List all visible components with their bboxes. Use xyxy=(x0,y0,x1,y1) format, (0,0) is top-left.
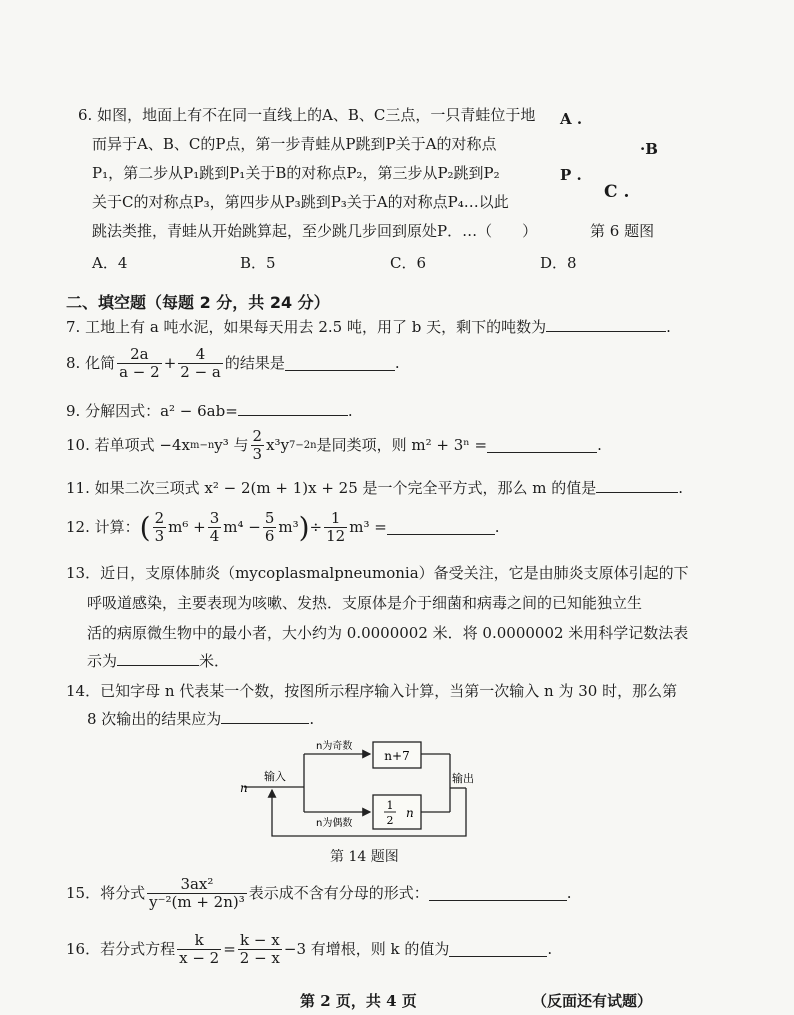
q12-f1-num: 2 xyxy=(154,509,165,527)
q8-answer-blank[interactable] xyxy=(285,356,395,371)
q6-option-b: B．5 xyxy=(240,254,276,272)
q14-flowchart xyxy=(230,732,500,850)
q16-suffix: −3 有增根，则 k 的值为 xyxy=(283,940,450,959)
q15-answer-blank[interactable] xyxy=(429,886,567,901)
q12-f2-num: 3 xyxy=(209,509,220,527)
q11-text: 11. 如果二次三项式 x² − 2(m + 1)x + 25 是一个完全平方式，那么 m 的值是 xyxy=(66,479,597,497)
q10-exp-1: m−n xyxy=(189,439,215,451)
q12-term-1: m⁶ + xyxy=(168,518,206,537)
q9-end: . xyxy=(347,402,353,420)
q14-line-1: 14．已知字母 n 代表某一个数，按图所示程序输入计算，当第一次输入 n 为 30 时，那么第 xyxy=(66,682,678,700)
q12-term-3: m³ xyxy=(278,518,299,537)
q11 xyxy=(66,481,683,496)
q14-figure-caption: 第 14 题图 xyxy=(330,849,399,865)
section-title: 二、填空题（每题 2 分，共 24 分） xyxy=(66,293,330,312)
q9 xyxy=(66,404,353,419)
q6-point-a: A . xyxy=(560,110,583,128)
q6-line-5: 跳法类推，青蛙从开始跳算起，至少跳几步回到原处P．…（ ） xyxy=(92,222,538,240)
q13-line-4 xyxy=(87,654,229,669)
q15-fraction xyxy=(147,876,247,912)
q12-term-4: m³ = xyxy=(349,518,387,537)
q11-end: . xyxy=(678,479,684,497)
q16-fraction-1 xyxy=(177,932,221,968)
q6-line-1: 6. 如图，地面上有不在同一直线上的A、B、C三点，一只青蛙位于地 xyxy=(78,106,536,124)
q16-f1-den: x − 2 xyxy=(179,949,220,968)
q12-f4-num: 1 xyxy=(324,510,347,528)
q14-line-2-text: 8 次输出的结果应为 xyxy=(87,710,222,728)
q6-point-b: ·B xyxy=(640,140,658,158)
q15-prefix: 15．将分式 xyxy=(66,884,146,903)
q14-answer-blank[interactable] xyxy=(221,723,309,724)
q6-option-c: C．6 xyxy=(390,254,427,272)
footer-note: （反面还有试题） xyxy=(532,992,653,1010)
q6-point-c: C . xyxy=(604,182,630,202)
q7 xyxy=(66,320,671,335)
q16 xyxy=(66,932,552,968)
q8-f1-num: 2a xyxy=(117,346,162,364)
flow-output-label: 输出 xyxy=(452,772,474,785)
q12-fraction-1 xyxy=(153,510,167,546)
q10-suffix: 是同类项，则 m² + 3ⁿ = xyxy=(316,436,488,455)
q12-f2-den: 4 xyxy=(209,527,220,546)
flow-box1-text: n+7 xyxy=(384,749,410,763)
q8-plus: + xyxy=(163,354,177,373)
q10-fraction xyxy=(251,428,265,464)
q6-line-2: 而异于A、B、C的P点，第一步青蛙从P跳到P关于A的对称点 xyxy=(92,135,497,153)
page-number: 第 2 页，共 4 页 xyxy=(300,992,417,1010)
q10-f-num: 2 xyxy=(252,427,263,445)
q13-answer-blank[interactable] xyxy=(117,665,199,666)
q8-end: . xyxy=(394,354,400,373)
q16-equals: = xyxy=(223,940,236,959)
q12-answer-blank[interactable] xyxy=(387,520,495,535)
q14-line-2 xyxy=(87,712,314,727)
q12-end: . xyxy=(494,518,500,537)
q8-fraction-1 xyxy=(117,346,162,382)
q16-f2-num: k − x xyxy=(238,932,282,950)
box-half-n xyxy=(373,795,421,829)
q15-suffix: 表示成不含有分母的形式： xyxy=(248,884,429,903)
q16-fraction-2 xyxy=(238,932,282,968)
q9-answer-blank[interactable] xyxy=(238,415,348,416)
q15-end: . xyxy=(566,884,572,903)
q15 xyxy=(66,876,572,912)
q9-text: 9. 分解因式：a² − 6ab= xyxy=(66,402,238,420)
q12-open-paren: ( xyxy=(139,510,151,544)
flow-box2-num: 1 xyxy=(386,799,394,812)
q12-divide: ÷ xyxy=(309,518,323,537)
q7-end: . xyxy=(666,318,671,336)
q6-line-3: P₁，第二步从P₁跳到P₁关于B的对称点P₂，第三步从P₂跳到P₂ xyxy=(92,164,500,182)
q12-f3-num: 5 xyxy=(264,509,275,527)
q12-fraction-2 xyxy=(208,510,222,546)
q13-last-suffix: 米． xyxy=(199,652,230,670)
q16-f2-den: 2 − x xyxy=(239,949,280,968)
q7-text: 7. 工地上有 a 吨水泥，如果每天用去 2.5 吨，用了 b 天，剩下的吨数为 xyxy=(66,318,547,336)
q10-answer-blank[interactable] xyxy=(487,438,597,453)
q6-figure-caption: 第 6 题图 xyxy=(590,222,655,240)
q10-exp-2: 7−2n xyxy=(289,439,317,451)
q14-end: . xyxy=(309,710,315,728)
flow-even-label: n为偶数 xyxy=(316,818,353,829)
q6-point-p: P . xyxy=(560,166,582,184)
q6-option-d: D．8 xyxy=(540,254,577,272)
q8-f1-den: a − 2 xyxy=(119,363,160,382)
q8-suffix: 的结果是 xyxy=(224,354,285,373)
q15-f-den: y⁻²(m + 2n)³ xyxy=(149,893,245,912)
q8-f2-den: 2 − a xyxy=(180,363,221,382)
q13-line-2: 呼吸道感染，主要表现为咳嗽、发热．支原体是介于细菌和病毒之间的已知能独立生 xyxy=(87,594,643,612)
q8-f2-num: 4 xyxy=(178,346,223,364)
q10 xyxy=(66,428,602,464)
q10-mid-2: x³y xyxy=(266,436,290,455)
flow-input-label: 输入 xyxy=(264,770,286,783)
q12-term-2: m⁴ − xyxy=(223,518,261,537)
q8-fraction-2 xyxy=(178,346,223,382)
q10-end: . xyxy=(597,436,602,455)
q12-close-paren: ) xyxy=(298,510,310,544)
q8 xyxy=(66,346,400,382)
q13-line-3: 活的病原微生物中的最小者，大小约为 0.0000002 米．将 0.0000002 米用科学记数法表 xyxy=(87,624,689,642)
q12-f4-den: 12 xyxy=(326,527,346,546)
flow-box2-den: 2 xyxy=(386,814,394,827)
flow-box2-var: n xyxy=(406,806,414,820)
q10-f-den: 3 xyxy=(252,445,263,464)
q11-answer-blank[interactable] xyxy=(596,492,678,493)
q16-end: . xyxy=(547,940,553,959)
q12-f1-den: 3 xyxy=(154,527,165,546)
q12-f3-den: 6 xyxy=(264,527,275,546)
q12-prefix: 12. 计算： xyxy=(66,518,140,537)
q6-option-a: A．4 xyxy=(92,254,128,272)
q10-prefix: 10. 若单项式 −4x xyxy=(66,436,190,455)
flow-odd-label: n为奇数 xyxy=(316,741,353,752)
q16-f1-num: k xyxy=(177,932,221,950)
q8-prefix: 8. 化简 xyxy=(66,354,116,373)
q16-answer-blank[interactable] xyxy=(449,942,547,957)
q6-line-4: 关于C的对称点P₃，第四步从P₃跳到P₃关于A的对称点P₄…以此 xyxy=(92,193,509,211)
q7-answer-blank[interactable] xyxy=(546,331,666,332)
q16-prefix: 16．若分式方程 xyxy=(66,940,176,959)
q12 xyxy=(66,510,500,546)
q13-last-prefix: 示为 xyxy=(87,652,118,670)
q13-line-1: 13．近日，支原体肺炎（mycoplasmalpneumonia）备受关注，它是由肺炎支原体引起的下 xyxy=(66,564,689,582)
q12-fraction-3 xyxy=(263,510,277,546)
q15-f-num: 3ax² xyxy=(147,876,247,894)
flow-n: n xyxy=(240,781,248,795)
q10-mid-1: y³ 与 xyxy=(214,436,249,455)
q12-fraction-4 xyxy=(324,510,347,546)
